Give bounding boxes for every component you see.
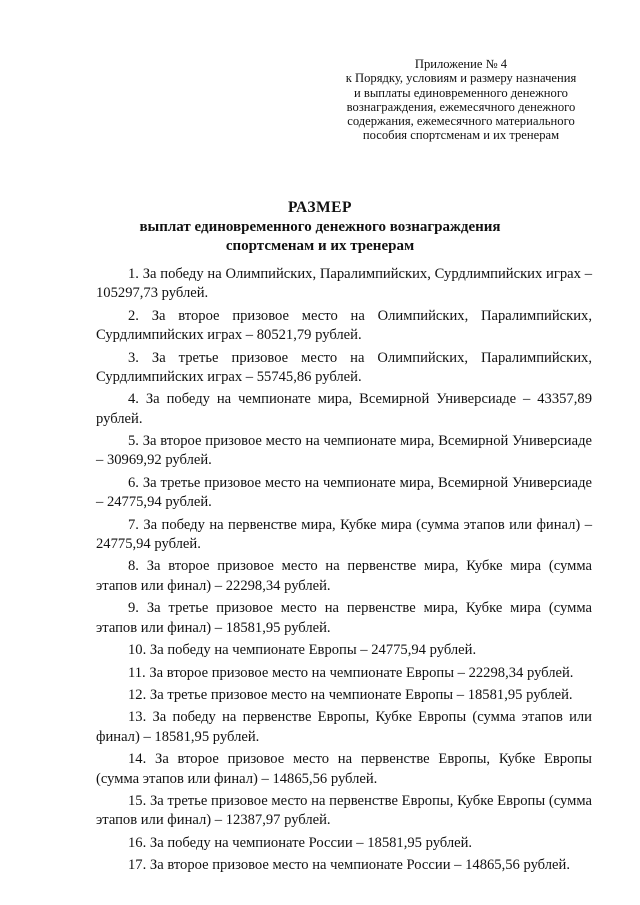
list-item: 11. За второе призовое место на чемпионате Европы – 22298,34 рублей. — [128, 664, 574, 681]
appendix-line: пособия спортсменам и их тренерам — [362, 128, 560, 143]
title-heading: РАЗМЕР — [288, 199, 352, 216]
list-item: 16. За победу на чемпионате России – 18581,95 рублей. — [128, 834, 473, 851]
list-item: 1. За победу на Олимпийских, Паралимпийских, Сурдлимпийских играх – 105297,73 рублей. — [96, 266, 592, 302]
appendix-number: Приложение № 4 — [414, 57, 508, 71]
list-item: 3. За третье призовое место на Олимпийских, Паралимпийских, Сурдлимпийских играх – 55745,86 рублей. — [96, 349, 592, 385]
payment-items-list — [96, 265, 592, 879]
list-item: 6. За третье призовое место на чемпионате мира, Всемирной Универсиаде – 24775,94 рублей. — [96, 474, 592, 511]
list-item: 4. За победу на чемпионате мира, Всемирной Универсиаде – 43357,89 рублей. — [96, 391, 592, 427]
appendix-line: вознаграждения, ежемесячного денежного — [346, 99, 576, 114]
list-item: 17. За второе призовое место на чемпионате России – 14865,56 рублей. — [128, 857, 570, 874]
list-item: 7. За победу на первенстве мира, Кубке мира (сумма этапов или финал) – 24775,94 рублей. — [96, 516, 592, 552]
list-item: 5. За второе призовое место на чемпионате мира, Всемирной Универсиаде – 30969,92 рублей. — [96, 433, 592, 469]
list-item: 8. За второе призовое место на первенстве мира, Кубке мира (сумма этапов или финал) – 22298,34 рублей. — [96, 558, 592, 594]
appendix-line: и выплаты единовременного денежного — [354, 85, 568, 100]
document-title — [90, 198, 550, 255]
appendix-line: к Порядку, условиям и размеру назначения — [345, 71, 577, 86]
title-subtitle-line-1: выплат единовременного денежного вознаграждения — [139, 219, 501, 235]
list-item: 10. За победу на чемпионате Европы – 24775,94 рублей. — [128, 642, 477, 659]
list-item: 12. За третье призовое место на чемпионате Европы – 18581,95 рублей. — [128, 687, 573, 703]
list-item: 14. За второе призовое место на первенстве Европы, Кубке Европы (сумма этапов или финал) – 14865,56 рублей. — [96, 751, 592, 787]
list-item: 9. За третье призовое место на первенстве мира, Кубке мира (сумма этапов или финал) – 18581,95 рублей. — [96, 600, 592, 636]
list-item: 2. За второе призовое место на Олимпийских, Паралимпийских, Сурдлимпийских играх – 80521,79 рублей. — [96, 307, 592, 344]
list-item: 15. За третье призовое место на первенстве Европы, Кубке Европы (сумма этапов или финал) – 12387,97 рублей. — [96, 793, 592, 829]
title-subtitle-line-2: спортсменам и их тренерам — [225, 237, 415, 254]
appendix-line: содержания, ежемесячного материального — [347, 114, 575, 129]
appendix-note — [330, 57, 592, 143]
list-item: 13. За победу на первенстве Европы, Кубке Европы (сумма этапов или финал) – 18581,95 рублей. — [96, 709, 592, 745]
